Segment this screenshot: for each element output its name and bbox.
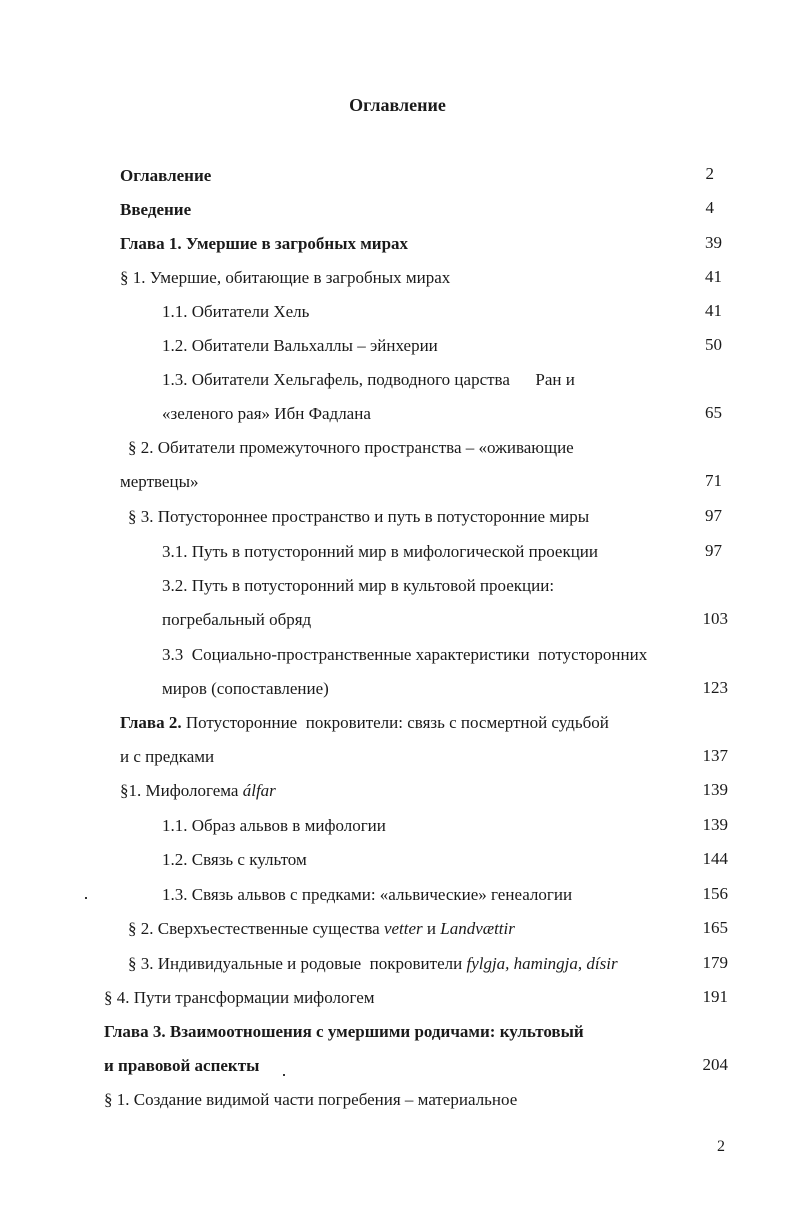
toc-entry-1-3: 1.3. Обитатели Хельгафель, подводного царства Ран и	[162, 370, 575, 389]
section-2-3-title: § 3. Индивидуальные и родовые покровители	[128, 954, 467, 973]
toc-entry-3-2-cont: погребальный обряд	[162, 610, 312, 629]
toc-entry-contents: Оглавление	[120, 166, 212, 185]
toc-page-section-1-2: 71	[705, 471, 722, 490]
toc-entry-section-2-4: § 4. Пути трансформации мифологем	[104, 988, 375, 1007]
toc-page-section-1-3: 97	[705, 506, 722, 525]
toc-page-section-2-4: 191	[702, 987, 728, 1006]
section-2-1-term: álfar	[242, 781, 276, 800]
toc-entry-chapter-2	[120, 712, 609, 734]
section-2-2-conj: и	[422, 919, 441, 938]
toc-entry-section-2-2	[128, 918, 515, 940]
toc-entry-section-1-3: § 3. Потустороннее пространство и путь в потусторонние миры	[128, 507, 590, 526]
toc-entry-introduction: Введение	[120, 200, 192, 219]
toc-page-contents: 2	[705, 164, 714, 183]
section-2-2-term-2: Landvættir	[440, 919, 515, 938]
toc-page-3-3: 123	[702, 678, 728, 697]
page-title: Оглавление	[349, 95, 446, 115]
toc-page-2-1-2: 144	[702, 849, 728, 868]
toc-page-3-2: 103	[702, 609, 728, 628]
toc-page-section-1-1: 41	[705, 267, 722, 286]
toc-entry-chapter-1: Глава 1. Умершие в загробных мирах	[120, 234, 409, 253]
toc-page-1-2: 50	[705, 335, 722, 354]
toc-page-section-2-1: 139	[702, 780, 728, 799]
toc-entry-1-1: 1.1. Обитатели Хель	[162, 302, 310, 321]
section-2-2-term-1: vetter	[383, 919, 423, 938]
toc-entry-3-3-cont: миров (сопоставление)	[162, 679, 329, 698]
page-number: 2	[717, 1138, 725, 1155]
toc-page-section-2-2: 165	[702, 918, 728, 937]
toc-entry-3-2: 3.2. Путь в потусторонний мир в культовой проекции:	[162, 576, 555, 595]
scan-speck	[85, 897, 87, 899]
toc-entry-1-3-cont: «зеленого рая» Ибн Фадлана	[162, 404, 371, 423]
toc-page-1-3: 65	[705, 403, 722, 422]
toc-entry-section-3-1: § 1. Создание видимой части погребения – материальное	[104, 1090, 518, 1109]
toc-page-section-2-3: 179	[702, 953, 728, 972]
toc-page-chapter-1: 39	[705, 233, 722, 252]
toc-page-introduction: 4	[705, 198, 714, 217]
toc-entry-section-1-1: § 1. Умершие, обитающие в загробных мирах	[120, 268, 451, 287]
section-2-1-title: §1. Мифологема	[120, 781, 243, 800]
toc-entry-section-1-2: § 2. Обитатели промежуточного пространства – «оживающие	[128, 438, 574, 457]
toc-entry-section-2-1	[120, 780, 276, 802]
toc-entry-section-1-2-cont: мертвецы»	[120, 472, 199, 491]
section-2-2-title: § 2. Сверхъестественные существа	[128, 919, 384, 938]
section-2-3-terms: fylgja, hamingja, dísir	[466, 954, 618, 973]
toc-entry-3-3: 3.3 Социально-пространственные характеристики потусторонних	[162, 645, 648, 664]
scan-speck	[283, 1074, 285, 1076]
chapter-2-label: Глава 2.	[120, 713, 182, 732]
toc-entry-1-2: 1.2. Обитатели Вальхаллы – эйнхерии	[162, 336, 438, 355]
toc-entry-2-1-1: 1.1. Образ альвов в мифологии	[162, 816, 386, 835]
chapter-2-title: Потусторонние покровители: связь с посмертной судьбой	[181, 713, 609, 732]
toc-entry-chapter-2-cont: и с предками	[120, 747, 215, 766]
toc-page-chapter-3: 204	[702, 1055, 728, 1074]
toc-entry-section-2-3	[128, 953, 618, 975]
toc-page-chapter-2: 137	[702, 746, 728, 765]
toc-entry-2-1-3: 1.3. Связь альвов с предками: «альвические» генеалогии	[162, 885, 573, 904]
toc-page-1-1: 41	[705, 301, 722, 320]
toc-entry-chapter-3: Глава 3. Взаимоотношения с умершими родичами: культовый	[104, 1022, 584, 1041]
toc-page-2-1-3: 156	[702, 884, 728, 903]
toc-page-3-1: 97	[705, 541, 722, 560]
toc-entry-2-1-2: 1.2. Связь с культом	[162, 850, 307, 869]
toc-entry-3-1: 3.1. Путь в потусторонний мир в мифологической проекции	[162, 542, 598, 561]
toc-entry-chapter-3-cont: и правовой аспекты	[104, 1056, 260, 1075]
toc-page-2-1-1: 139	[702, 815, 728, 834]
